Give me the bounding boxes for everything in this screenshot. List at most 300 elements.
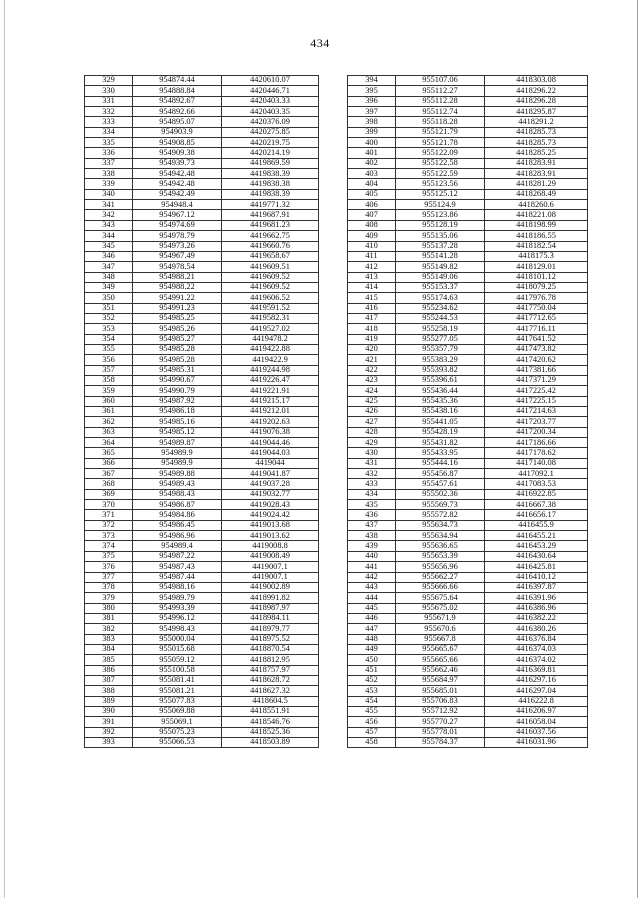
table-row [85,96,319,106]
x-coordinate-cell: 955675.02 [396,603,485,613]
y-coordinate-cell: 4418604.5 [222,696,319,706]
point-number-cell: 431 [348,458,396,468]
point-number-cell: 368 [85,479,133,489]
table-row [348,107,588,117]
point-number-cell: 439 [348,541,396,551]
point-number-cell: 441 [348,562,396,572]
table-row [85,469,319,479]
point-number-cell: 388 [85,686,133,696]
y-coordinate-cell: 4419008.49 [222,551,319,561]
y-coordinate-cell: 4420446.71 [222,86,319,96]
x-coordinate-cell: 955122.58 [396,158,485,168]
x-coordinate-cell: 954903.9 [133,127,222,137]
y-coordinate-cell: 4417214.63 [485,407,588,417]
y-coordinate-cell: 4417750.04 [485,303,588,313]
x-coordinate-cell: 955149.82 [396,262,485,272]
y-coordinate-cell: 4418285.73 [485,138,588,148]
table-row [348,458,588,468]
point-number-cell: 380 [85,603,133,613]
point-number-cell: 375 [85,551,133,561]
point-number-cell: 376 [85,562,133,572]
table-row [85,169,319,179]
table-row [85,127,319,137]
point-number-cell: 389 [85,696,133,706]
x-coordinate-cell: 955665.66 [396,655,485,665]
table-row [348,200,588,210]
x-coordinate-cell: 955122.59 [396,169,485,179]
point-number-cell: 357 [85,365,133,375]
point-number-cell: 367 [85,469,133,479]
x-coordinate-cell: 954985.27 [133,334,222,344]
x-coordinate-cell: 955077.83 [133,696,222,706]
x-coordinate-cell: 955383.29 [396,355,485,365]
point-number-cell: 425 [348,396,396,406]
table-row [85,427,319,437]
table-row [348,272,588,282]
y-coordinate-cell: 4419028.43 [222,500,319,510]
point-number-cell: 370 [85,500,133,510]
table-row [348,241,588,251]
table-row [85,531,319,541]
x-coordinate-cell: 955112.74 [396,107,485,117]
x-coordinate-cell: 954985.26 [133,324,222,334]
y-coordinate-cell: 4416031.96 [485,738,588,748]
table-row [348,407,588,417]
y-coordinate-cell: 4419838.39 [222,169,319,179]
point-number-cell: 438 [348,531,396,541]
y-coordinate-cell: 4419609.51 [222,262,319,272]
x-coordinate-cell: 954978.54 [133,262,222,272]
table-row [85,562,319,572]
y-coordinate-cell: 4416656.17 [485,510,588,520]
table-row [348,86,588,96]
point-number-cell: 452 [348,675,396,685]
point-number-cell: 432 [348,469,396,479]
point-number-cell: 365 [85,448,133,458]
x-coordinate-cell: 954988.22 [133,282,222,292]
y-coordinate-cell: 4418186.55 [485,231,588,241]
point-number-cell: 392 [85,727,133,737]
x-coordinate-cell: 954892.66 [133,107,222,117]
point-number-cell: 440 [348,551,396,561]
table-row [348,417,588,427]
y-coordinate-cell: 4417200.34 [485,427,588,437]
y-coordinate-cell: 4418991.82 [222,593,319,603]
y-coordinate-cell: 4419838.39 [222,189,319,199]
x-coordinate-cell: 955662.46 [396,665,485,675]
y-coordinate-cell: 4418870.54 [222,644,319,654]
x-coordinate-cell: 955441.05 [396,417,485,427]
table-row [85,386,319,396]
y-coordinate-cell: 4419687.91 [222,210,319,220]
y-coordinate-cell: 4419044 [222,458,319,468]
table-row [85,500,319,510]
y-coordinate-cell: 4417178.62 [485,448,588,458]
point-number-cell: 337 [85,158,133,168]
point-number-cell: 372 [85,520,133,530]
y-coordinate-cell: 4419681.23 [222,220,319,230]
y-coordinate-cell: 4417186.66 [485,438,588,448]
x-coordinate-cell: 955122.09 [396,148,485,158]
y-coordinate-cell: 4417083.53 [485,479,588,489]
point-number-cell: 384 [85,644,133,654]
x-coordinate-cell: 954989.9 [133,448,222,458]
point-number-cell: 450 [348,655,396,665]
table-row [85,644,319,654]
y-coordinate-cell: 4419044.03 [222,448,319,458]
y-coordinate-cell: 4418546.76 [222,717,319,727]
point-number-cell: 396 [348,96,396,106]
table-row [85,324,319,334]
table-row [348,655,588,665]
table-row [348,375,588,385]
point-number-cell: 386 [85,665,133,675]
table-row [348,344,588,354]
page-edge-left [4,0,5,898]
x-coordinate-cell: 955572.82 [396,510,485,520]
x-coordinate-cell: 955123.86 [396,210,485,220]
y-coordinate-cell: 4419212.01 [222,407,319,417]
point-number-cell: 435 [348,500,396,510]
x-coordinate-cell: 955778.01 [396,727,485,737]
x-coordinate-cell: 954989.43 [133,479,222,489]
table-row [85,551,319,561]
x-coordinate-cell: 954909.38 [133,148,222,158]
table-row [348,282,588,292]
table-row [85,189,319,199]
table-row [348,251,588,261]
y-coordinate-cell: 4418987.97 [222,603,319,613]
y-coordinate-cell: 4417371.29 [485,375,588,385]
table-row [348,396,588,406]
point-number-cell: 382 [85,624,133,634]
x-coordinate-cell: 954987.43 [133,562,222,572]
y-coordinate-cell: 4416222.8 [485,696,588,706]
y-coordinate-cell: 4418295.87 [485,107,588,117]
point-number-cell: 403 [348,169,396,179]
point-number-cell: 402 [348,158,396,168]
point-number-cell: 339 [85,179,133,189]
table-row [85,717,319,727]
x-coordinate-cell: 954985.28 [133,344,222,354]
x-coordinate-cell: 955456.87 [396,469,485,479]
x-coordinate-cell: 954988.43 [133,489,222,499]
table-row [348,76,588,86]
y-coordinate-cell: 4416374.02 [485,655,588,665]
y-coordinate-cell: 4419002.89 [222,582,319,592]
y-coordinate-cell: 4419478.2 [222,334,319,344]
table-row [348,644,588,654]
point-number-cell: 383 [85,634,133,644]
table-row [348,438,588,448]
y-coordinate-cell: 4418551.91 [222,706,319,716]
y-coordinate-cell: 4416667.38 [485,500,588,510]
page-edge-right [637,0,638,898]
y-coordinate-cell: 4419838.38 [222,179,319,189]
point-number-cell: 346 [85,251,133,261]
y-coordinate-cell: 4419215.17 [222,396,319,406]
x-coordinate-cell: 954987.92 [133,396,222,406]
point-number-cell: 378 [85,582,133,592]
point-number-cell: 354 [85,334,133,344]
x-coordinate-cell: 954967.49 [133,251,222,261]
table-row [348,386,588,396]
coordinates-table-left [84,75,319,748]
table-row [348,169,588,179]
table-row [348,613,588,623]
y-coordinate-cell: 4420403.35 [222,107,319,117]
table-row [348,665,588,675]
x-coordinate-cell: 954948.4 [133,200,222,210]
point-number-cell: 443 [348,582,396,592]
x-coordinate-cell: 955066.53 [133,738,222,748]
table-row [348,324,588,334]
y-coordinate-cell: 4419007.1 [222,562,319,572]
y-coordinate-cell: 4419527.02 [222,324,319,334]
point-number-cell: 426 [348,407,396,417]
y-coordinate-cell: 4416386.96 [485,603,588,613]
x-coordinate-cell: 955244.53 [396,313,485,323]
y-coordinate-cell: 4417381.66 [485,365,588,375]
y-coordinate-cell: 4418175.3 [485,251,588,261]
y-coordinate-cell: 4419609.52 [222,282,319,292]
point-number-cell: 412 [348,262,396,272]
point-number-cell: 449 [348,644,396,654]
table-row [85,241,319,251]
x-coordinate-cell: 955118.28 [396,117,485,127]
x-coordinate-cell: 955712.92 [396,706,485,716]
y-coordinate-cell: 4417716.11 [485,324,588,334]
table-row [348,686,588,696]
point-number-cell: 349 [85,282,133,292]
point-number-cell: 332 [85,107,133,117]
x-coordinate-cell: 955000.04 [133,634,222,644]
x-coordinate-cell: 955653.39 [396,551,485,561]
y-coordinate-cell: 4419044.46 [222,438,319,448]
x-coordinate-cell: 954942.48 [133,169,222,179]
point-number-cell: 340 [85,189,133,199]
y-coordinate-cell: 4417140.08 [485,458,588,468]
x-coordinate-cell: 955444.16 [396,458,485,468]
table-row [85,365,319,375]
y-coordinate-cell: 4416391.96 [485,593,588,603]
y-coordinate-cell: 4420214.19 [222,148,319,158]
table-row [85,220,319,230]
table-row [85,624,319,634]
x-coordinate-cell: 955075.23 [133,727,222,737]
point-number-cell: 411 [348,251,396,261]
table-row [85,665,319,675]
point-number-cell: 334 [85,127,133,137]
point-number-cell: 356 [85,355,133,365]
y-coordinate-cell: 4418291.2 [485,117,588,127]
y-coordinate-cell: 4418283.91 [485,169,588,179]
table-row [348,634,588,644]
y-coordinate-cell: 4420275.85 [222,127,319,137]
y-coordinate-cell: 4418525.36 [222,727,319,737]
table-row [348,148,588,158]
table-row [348,138,588,148]
point-number-cell: 387 [85,675,133,685]
x-coordinate-cell: 955636.65 [396,541,485,551]
x-coordinate-cell: 955457.61 [396,479,485,489]
point-number-cell: 451 [348,665,396,675]
point-number-cell: 393 [85,738,133,748]
table-row [85,448,319,458]
y-coordinate-cell: 4416922.85 [485,489,588,499]
x-coordinate-cell: 954989.79 [133,593,222,603]
table-row [348,127,588,137]
x-coordinate-cell: 955059.12 [133,655,222,665]
point-number-cell: 420 [348,344,396,354]
y-coordinate-cell: 4416425.81 [485,562,588,572]
x-coordinate-cell: 955428.19 [396,427,485,437]
table-row [85,458,319,468]
y-coordinate-cell: 4418812.95 [222,655,319,665]
y-coordinate-cell: 4416037.56 [485,727,588,737]
y-coordinate-cell: 4419658.67 [222,251,319,261]
point-number-cell: 446 [348,613,396,623]
table-row [348,334,588,344]
point-number-cell: 342 [85,210,133,220]
point-number-cell: 374 [85,541,133,551]
x-coordinate-cell: 955153.37 [396,282,485,292]
point-number-cell: 457 [348,727,396,737]
y-coordinate-cell: 4418101.12 [485,272,588,282]
x-coordinate-cell: 954985.25 [133,313,222,323]
point-number-cell: 409 [348,231,396,241]
table-row [85,593,319,603]
table-row [85,344,319,354]
table-row [85,706,319,716]
point-number-cell: 415 [348,293,396,303]
y-coordinate-cell: 4420376.09 [222,117,319,127]
table-row [348,531,588,541]
x-coordinate-cell: 954942.49 [133,189,222,199]
y-coordinate-cell: 4419041.87 [222,469,319,479]
point-number-cell: 436 [348,510,396,520]
y-coordinate-cell: 4419037.28 [222,479,319,489]
x-coordinate-cell: 955121.78 [396,138,485,148]
point-number-cell: 447 [348,624,396,634]
point-number-cell: 343 [85,220,133,230]
y-coordinate-cell: 4419660.76 [222,241,319,251]
y-coordinate-cell: 4416455.21 [485,531,588,541]
y-coordinate-cell: 4419869.59 [222,158,319,168]
point-number-cell: 421 [348,355,396,365]
y-coordinate-cell: 4418984.11 [222,613,319,623]
y-coordinate-cell: 4418129.01 [485,262,588,272]
y-coordinate-cell: 4418979.77 [222,624,319,634]
x-coordinate-cell: 955277.05 [396,334,485,344]
x-coordinate-cell: 955100.58 [133,665,222,675]
point-number-cell: 428 [348,427,396,437]
y-coordinate-cell: 4419202.63 [222,417,319,427]
y-coordinate-cell: 4419221.91 [222,386,319,396]
point-number-cell: 417 [348,313,396,323]
point-number-cell: 363 [85,427,133,437]
x-coordinate-cell: 955784.37 [396,738,485,748]
y-coordinate-cell: 4419582.31 [222,313,319,323]
point-number-cell: 427 [348,417,396,427]
table-row [85,272,319,282]
y-coordinate-cell: 4416206.97 [485,706,588,716]
x-coordinate-cell: 955135.06 [396,231,485,241]
table-row [85,231,319,241]
table-row [85,375,319,385]
table-row [85,407,319,417]
x-coordinate-cell: 954988.16 [133,582,222,592]
table-row [348,427,588,437]
y-coordinate-cell: 4418285.73 [485,127,588,137]
table-row [85,396,319,406]
y-coordinate-cell: 4419226.47 [222,375,319,385]
x-coordinate-cell: 955396.61 [396,375,485,385]
y-coordinate-cell: 4419032.77 [222,489,319,499]
y-coordinate-cell: 4417203.77 [485,417,588,427]
point-number-cell: 404 [348,179,396,189]
x-coordinate-cell: 954993.39 [133,603,222,613]
x-coordinate-cell: 955431.82 [396,438,485,448]
y-coordinate-cell: 4418260.6 [485,200,588,210]
point-number-cell: 400 [348,138,396,148]
x-coordinate-cell: 955137.28 [396,241,485,251]
point-number-cell: 373 [85,531,133,541]
point-number-cell: 360 [85,396,133,406]
x-coordinate-cell: 954986.87 [133,500,222,510]
x-coordinate-cell: 955069.88 [133,706,222,716]
table-row [85,582,319,592]
table-row [85,117,319,127]
y-coordinate-cell: 4419244.98 [222,365,319,375]
point-number-cell: 434 [348,489,396,499]
point-number-cell: 455 [348,706,396,716]
x-coordinate-cell: 955684.97 [396,675,485,685]
table-row [85,479,319,489]
x-coordinate-cell: 954974.69 [133,220,222,230]
table-row [348,469,588,479]
y-coordinate-cell: 4417641.52 [485,334,588,344]
table-row [348,541,588,551]
y-coordinate-cell: 4418268.49 [485,189,588,199]
table-row [348,727,588,737]
point-number-cell: 371 [85,510,133,520]
x-coordinate-cell: 955124.9 [396,200,485,210]
table-row [85,675,319,685]
table-row [348,562,588,572]
page-number: 434 [310,36,330,50]
x-coordinate-cell: 955433.95 [396,448,485,458]
point-number-cell: 362 [85,417,133,427]
table-row [348,510,588,520]
point-number-cell: 406 [348,200,396,210]
table-row [85,179,319,189]
point-number-cell: 330 [85,86,133,96]
y-coordinate-cell: 4416397.87 [485,582,588,592]
point-number-cell: 414 [348,282,396,292]
table-row [348,355,588,365]
point-number-cell: 429 [348,438,396,448]
table-row [348,189,588,199]
table-row [85,86,319,96]
table-row [348,479,588,489]
y-coordinate-cell: 4417225.42 [485,386,588,396]
y-coordinate-cell: 4417092.1 [485,469,588,479]
x-coordinate-cell: 954874.44 [133,76,222,86]
x-coordinate-cell: 954978.79 [133,231,222,241]
point-number-cell: 329 [85,76,133,86]
point-number-cell: 336 [85,148,133,158]
